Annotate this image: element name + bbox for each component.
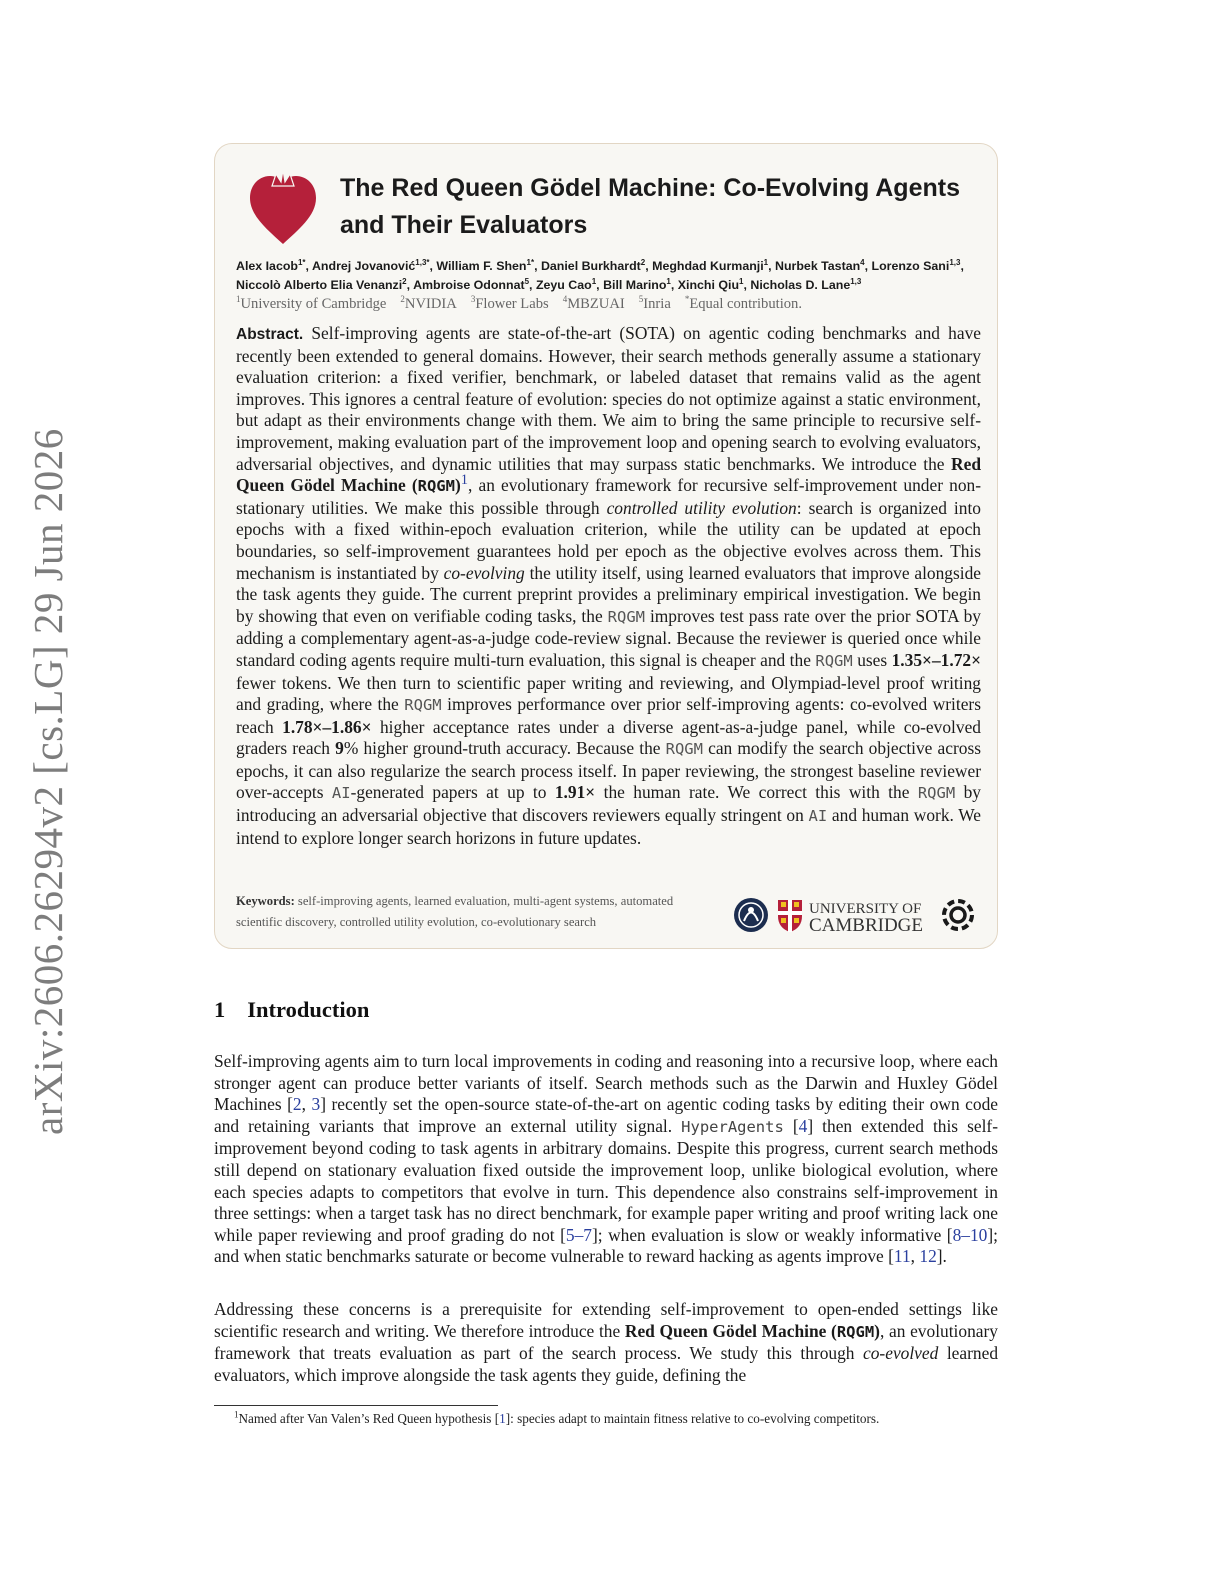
author-name: Nicholas D. Lane <box>750 278 851 292</box>
affiliation: *Equal contribution. <box>684 294 803 312</box>
author-name: Bill Marino <box>603 278 667 292</box>
author-name: Niccolò Alberto Elia Venanzi <box>236 278 403 292</box>
paper-title: The Red Queen Gödel Machine: Co-Evolving Agents and Their Evaluators <box>340 174 960 239</box>
footnote: $^1$Named after Van Valen’s Red Queen hypothesis [1]: species adapt to maintain fitness relative to co-evolving competitors. <box>234 1409 880 1426</box>
citation-link[interactable]: 5–7 <box>565 1224 592 1245</box>
author-name: Alex Iacob <box>236 259 298 273</box>
affiliation-list <box>236 296 986 313</box>
author-affiliation-mark: 1* <box>297 257 306 267</box>
section-heading <box>214 997 369 1023</box>
rqgm-bold-name: Red Queen Gödel Machine <box>236 453 981 496</box>
seal-logo <box>734 898 768 932</box>
title-box <box>214 143 998 949</box>
intro-paragraph-1: Self-improving agents aim to turn local improvements in coding and reasoning into a recursive loop, where each stronger agent can produce better variants of itself. Search methods such as the Darwin and Huxley Gödel Machines [2, 3] recently set the open-source state-of-the-art on agentic coding tasks by editing their own code and retaining variants that improve an external utility signal. HyperAgents [4] then extended this self-improvement beyond coding to task agents in arbitrary domains. Despite this progress, current search methods still depend on stationary evaluation fixed outside the improvement loop, unlike biological evolution, where each species adapts to competitors that evolve in turn. This dependence also constrains self-improvement in three settings: when a target task has no direct benchmark, for example paper writing and proof writing lack one while paper reviewing and proof grading do not [5–7]; when evaluation is slow or weakly informative [8–10]; and when static benchmarks saturate or become vulnerable to reward hacking as agents improve [11, 12]. <box>214 1051 999 1267</box>
citation-link[interactable]: 12 <box>919 1246 937 1267</box>
affiliation: $^1$University of Cambridge <box>236 294 387 312</box>
section-title: Introduction <box>247 997 370 1022</box>
author-affiliation-mark: 2 <box>402 276 407 286</box>
cambridge-line2: CAMBRIDGE <box>809 915 924 936</box>
citation-link[interactable]: 1 <box>499 1411 506 1426</box>
keywords <box>236 891 706 933</box>
arxiv-identifier: arXiv:2606.26294v2 [cs.LG] 29 Jun 2026 <box>25 428 71 1135</box>
citation-link[interactable]: 4 <box>798 1115 808 1136</box>
citation-link[interactable]: 8–10 <box>952 1224 988 1245</box>
citation-link[interactable]: 2 <box>292 1094 302 1115</box>
author-affiliation-mark: 1,3* <box>415 257 430 267</box>
flower-gear-icon <box>944 901 972 929</box>
author-affiliation-mark: 1,3 <box>850 276 862 286</box>
affiliation: $^3$Flower Labs <box>470 294 549 312</box>
affiliation: $^4$MBZUAI <box>562 294 625 312</box>
author-name: Lorenzo Sani <box>871 259 950 273</box>
author-name: Xinchi Qiu <box>677 278 740 292</box>
author-name: Zeyu Cao <box>535 278 592 292</box>
footnote-rule <box>214 1405 498 1406</box>
author-list: Alex Iacob$^{1*}$, Andrej Jovanović$^{1,3*}$, William F. Shen$^{1*}$, Daniel Burkhardt$^2$, Meghdad Kurmanji$^1$, Nurbek Tastan$^4$, Lorenzo Sani$^{1,3}$, Niccolò Alberto Elia Venanzi$^2$, Ambroise Odonnat$^5$, Zeyu Cao$^1$, Bill Marino$^1$, Xinchi Qiu$^1$, Nicholas D. Lane$^{1,3}$ <box>236 257 964 292</box>
footnote-mark: 1 <box>234 1409 239 1420</box>
author-name: Nurbek Tastan <box>775 259 861 273</box>
author-name: Daniel Burkhardt <box>540 259 641 273</box>
author-name: Ambroise Odonnat <box>413 278 525 292</box>
abstract: Abstract. Self-improving agents are state-of-the-art (SOTA) on agentic coding benchmarks and have recently been extended to general domains. However, their search methods generally assume a stationary evaluation criterion: a fixed verifier, benchmark, or labeled dataset that remains valid as the agent improves. This ignores a central feature of evolution: species do not optimize against a static environment, but adapt as their environments change with them. We aim to bring the same principle to recursive self-improvement, making evaluation part of the improvement loop and opening search to evolving evaluators, adversarial objectives, and dynamic utilities that may surpass static benchmarks. We introduce the Red Queen Gödel Machine (RQGM)$^1$, an evolutionary framework for recursive self-improvement under non-stationary utilities. We make this possible through controlled utility evolution: search is organized into epochs with a fixed within-epoch evaluation criterion, while the utility can be updated at epoch boundaries, so self-improvement guarantees hold per epoch as the objective evolves across them. This mechanism is instantiated by co-evolving the utility itself, using learned evaluators that improve alongside the task agents they guide. The current preprint provides a preliminary empirical investigation. We begin by showing that even on verifiable coding tasks, the RQGM improves test pass rate over the prior SOTA by adding a complementary agent-as-a-judge code-review signal. Because the reviewer is queried once while standard coding agents require multi-turn evaluation, this signal is cheaper and the RQGM uses 1.35×–1.72× fewer tokens. We then turn to scientific paper writing and reviewing, and Olympiad-level proof writing and grading, where the RQGM improves performance over prior self-improving agents: co-evolved writers reach 1.78×–1.86× higher acceptance rates under a diverse agent-as-a-judge panel, while co-evolved graders reach 9% higher ground-truth accuracy. Because the RQGM can modify the search objective across epochs, it can also regularize the search process itself. In paper reviewing, the strongest baseline reviewer over-accepts AI-generated papers at up to 1.91× the human rate. We correct this with the RQGM by introducing an adversarial objective that discovers reviewers equally stringent on AI and human work. We intend to explore longer search horizons in future updates. <box>236 323 982 848</box>
cambridge-shield-icon <box>778 900 802 932</box>
author-name: William F. Shen <box>436 259 527 273</box>
author-affiliation-mark: 1,3 <box>949 257 961 267</box>
footnote-ref[interactable]: 1 <box>460 472 469 489</box>
citation-link[interactable]: 3 <box>311 1094 321 1115</box>
institution-logos <box>733 894 983 936</box>
author-affiliation-mark: 1 <box>763 257 769 267</box>
crown-shape <box>272 170 294 186</box>
author-affiliation-mark: 5 <box>524 276 530 286</box>
citation-link[interactable]: 11 <box>893 1246 911 1267</box>
red-queen-heart-logo <box>248 170 318 246</box>
keywords-text: self-improving agents, learned evaluation, multi-agent systems, automated scientific discovery, controlled utility evolution, co-evolutionary search <box>236 894 674 929</box>
affiliation: $^2$NVIDIA <box>400 294 457 312</box>
author-affiliation-mark: 2 <box>640 257 646 267</box>
author-affiliation-mark: 4 <box>860 257 865 267</box>
hyperagents-code: HyperAgents <box>681 1117 784 1136</box>
author-affiliation-mark: 1 <box>739 276 744 286</box>
keywords-label: Keywords: <box>236 894 295 908</box>
cambridge-line1: UNIVERSITY OF <box>809 901 922 917</box>
author-affiliation-mark: 1 <box>666 276 671 286</box>
author-affiliation-mark: 1* <box>526 257 535 267</box>
author-affiliation-mark: 1 <box>591 276 597 286</box>
abstract-label: Abstract. <box>236 326 304 343</box>
intro-paragraph-2: Addressing these concerns is a prerequisite for extending self-improvement to open-ended settings like scientific research and writing. We therefore introduce the Red Queen Gödel Machine (RQGM), an evolutionary framework that treats evaluation as part of the search process. We study this through co-evolved learned evaluators, which improve alongside the task agents they guide, defining the <box>214 1299 999 1385</box>
author-name: Meghdad Kurmanji <box>652 259 764 273</box>
section-number: 1 <box>214 997 226 1022</box>
affiliation: $^5$Inria <box>638 294 671 312</box>
author-name: Andrej Jovanović <box>311 259 416 273</box>
